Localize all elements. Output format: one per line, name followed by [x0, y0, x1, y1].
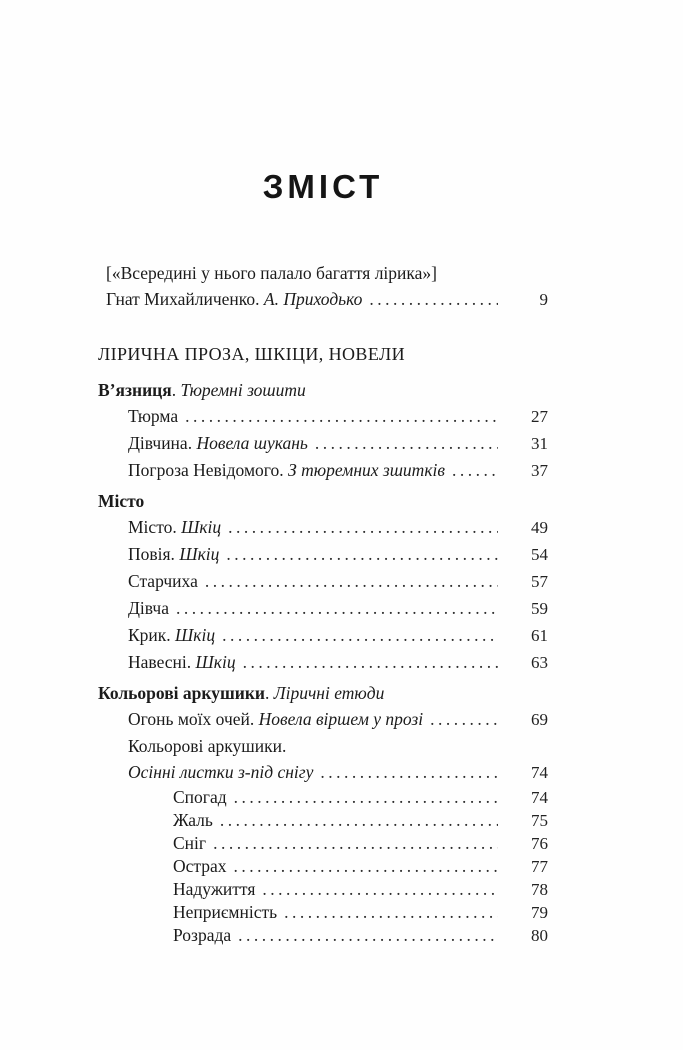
page-number: 31: [531, 434, 548, 453]
dot-leader: [238, 924, 498, 946]
entry-label: [98, 488, 144, 514]
entry-text-italic: А. Приходько: [263, 289, 363, 309]
entry-label: [128, 514, 221, 540]
entry-text-regular: Дівчина.: [128, 433, 197, 453]
page-number: 59: [531, 599, 548, 618]
entry-text-regular: Сніг: [173, 833, 207, 853]
entry-label: [173, 924, 231, 946]
entry-text-regular: ЛІРИЧНА ПРОЗА, ШКІЦИ, НОВЕЛИ: [98, 344, 405, 364]
entry-label: [98, 341, 405, 367]
page-number: 76: [531, 834, 548, 853]
page-number: 77: [531, 857, 548, 876]
dot-leader: [315, 430, 498, 456]
entry-text-regular: Крик.: [128, 625, 176, 645]
entry-navesni: [98, 649, 548, 676]
entry-text-italic: Новела шукань: [196, 433, 308, 453]
entry-zhal: [98, 809, 548, 832]
dot-leader: [213, 832, 498, 854]
page-number: 57: [531, 572, 548, 591]
page-number: 74: [531, 788, 548, 807]
entry-text-regular: Неприємність: [173, 902, 278, 922]
page-number: 54: [531, 545, 548, 564]
entry-text-italic: Шкіц: [175, 625, 216, 645]
entry-text-regular: [«Всередині у нього палало багаття лірика»]: [106, 263, 437, 283]
entry-divcha: [98, 595, 548, 622]
entry-text-regular: Погроза Невідомого.: [128, 460, 289, 480]
entry-text-bold: Кольорові аркушики: [98, 683, 265, 703]
dot-leader: [176, 595, 498, 621]
dot-leader: [430, 706, 498, 732]
intro-quote-line: [98, 260, 548, 286]
entry-label: [173, 855, 227, 877]
entry-label: [173, 809, 213, 831]
entry-divchyna: [98, 430, 548, 457]
entry-text-regular: Тюрма: [128, 406, 179, 426]
dot-leader: [234, 786, 498, 808]
page-number: 69: [531, 710, 548, 729]
entry-label: [173, 901, 277, 923]
page-number: 49: [531, 518, 548, 537]
entry-text-regular: .: [265, 683, 274, 703]
entry-poviia: [98, 541, 548, 568]
entry-text-regular: Навесні.: [128, 652, 196, 672]
entry-ohon-moikh-ochei: [98, 706, 548, 733]
dot-leader: [243, 649, 498, 675]
entry-label: [173, 832, 206, 854]
dot-leader: [234, 855, 498, 877]
dot-leader: [185, 403, 498, 429]
entry-text-regular: Кольорові аркушики.: [128, 736, 287, 756]
dot-leader: [226, 541, 498, 567]
entry-naduzhyttia: [98, 878, 548, 901]
toc-entries: [98, 260, 548, 947]
entry-label: [128, 595, 169, 621]
entry-kryk: [98, 622, 548, 649]
dot-leader: [205, 568, 498, 594]
page-number: 80: [531, 926, 548, 945]
entry-label: [128, 649, 236, 675]
entry-text-regular: Спогад: [173, 787, 227, 807]
entry-text-italic: Новела віршем у прозі: [258, 709, 424, 729]
entry-label: [98, 377, 306, 403]
entry-misto-shkits: [98, 514, 548, 541]
entry-label: [128, 541, 219, 567]
entry-label: [128, 403, 178, 429]
page-number: 78: [531, 880, 548, 899]
page-number: 61: [531, 626, 548, 645]
entry-osinni-lystky-line2: [98, 759, 548, 786]
entry-ostrakh: [98, 855, 548, 878]
section-misto: [98, 488, 548, 514]
entry-pohroza-nevidomoho: [98, 457, 548, 484]
entry-text-regular: .: [171, 380, 181, 400]
entry-kolorovi-arkushyky-line1: [98, 733, 548, 759]
intro-author-line: [98, 286, 548, 313]
page-number: 27: [531, 407, 548, 426]
entry-text-italic: З тюремних зшитків: [288, 460, 445, 480]
section-kolorovi-arkushyky: [98, 680, 548, 706]
entry-text-regular: Розрада: [173, 925, 232, 945]
dot-leader: [369, 286, 498, 312]
page-title: ЗМІСТ: [262, 168, 384, 205]
entry-label: [128, 733, 286, 759]
entry-label: [128, 706, 423, 732]
entry-text-bold: Місто: [98, 491, 145, 511]
entry-label: [173, 786, 227, 808]
entry-snih: [98, 832, 548, 855]
entry-text-regular: Огонь моїх очей.: [128, 709, 259, 729]
entry-text-regular: Повія.: [128, 544, 180, 564]
entry-text-italic: Осінні листки з-під снігу: [128, 762, 314, 782]
entry-text-italic: Шкіц: [179, 544, 220, 564]
part-heading-lirychna-proza: [98, 341, 548, 367]
entry-label: [128, 622, 215, 648]
entry-label: [128, 759, 313, 785]
entry-label: [106, 260, 437, 286]
entry-label: [98, 680, 384, 706]
entry-text-bold: В’язниця: [98, 380, 172, 400]
dot-leader: [228, 514, 498, 540]
entry-text-italic: Шкіц: [195, 652, 236, 672]
entry-text-regular: Жаль: [173, 810, 213, 830]
entry-rozrada: [98, 924, 548, 947]
dot-leader: [320, 759, 498, 785]
entry-text-regular: Гнат Михайличенко.: [106, 289, 264, 309]
entry-starchykha: [98, 568, 548, 595]
entry-text-regular: Дівча: [128, 598, 169, 618]
dot-leader: [452, 457, 498, 483]
page-number: 63: [531, 653, 548, 672]
page-number: 74: [531, 763, 548, 782]
section-vyaznytsia: [98, 377, 548, 403]
entry-label: [173, 878, 255, 900]
page-number: 75: [531, 811, 548, 830]
page-number: 9: [539, 290, 548, 309]
entry-text-italic: Тюремні зошити: [180, 380, 306, 400]
entry-label: [128, 430, 308, 456]
dot-leader: [262, 878, 498, 900]
entry-nepryiemnist: [98, 901, 548, 924]
dot-leader: [220, 809, 498, 831]
entry-text-regular: Старчиха: [128, 571, 198, 591]
page-number: 37: [531, 461, 548, 480]
entry-label: [106, 286, 362, 312]
entry-text-regular: Місто.: [128, 517, 182, 537]
entry-label: [128, 568, 198, 594]
dot-leader: [222, 622, 498, 648]
entry-text-italic: Шкіц: [181, 517, 222, 537]
entry-spohad: [98, 786, 548, 809]
dot-leader: [284, 901, 498, 923]
toc-content: [98, 0, 548, 947]
entry-label: [128, 457, 445, 483]
entry-text-regular: Надужиття: [173, 879, 256, 899]
entry-text-regular: Острах: [173, 856, 227, 876]
entry-text-italic: Ліричні етюди: [273, 683, 385, 703]
entry-tiurma: [98, 403, 548, 430]
page-number: 79: [531, 903, 548, 922]
